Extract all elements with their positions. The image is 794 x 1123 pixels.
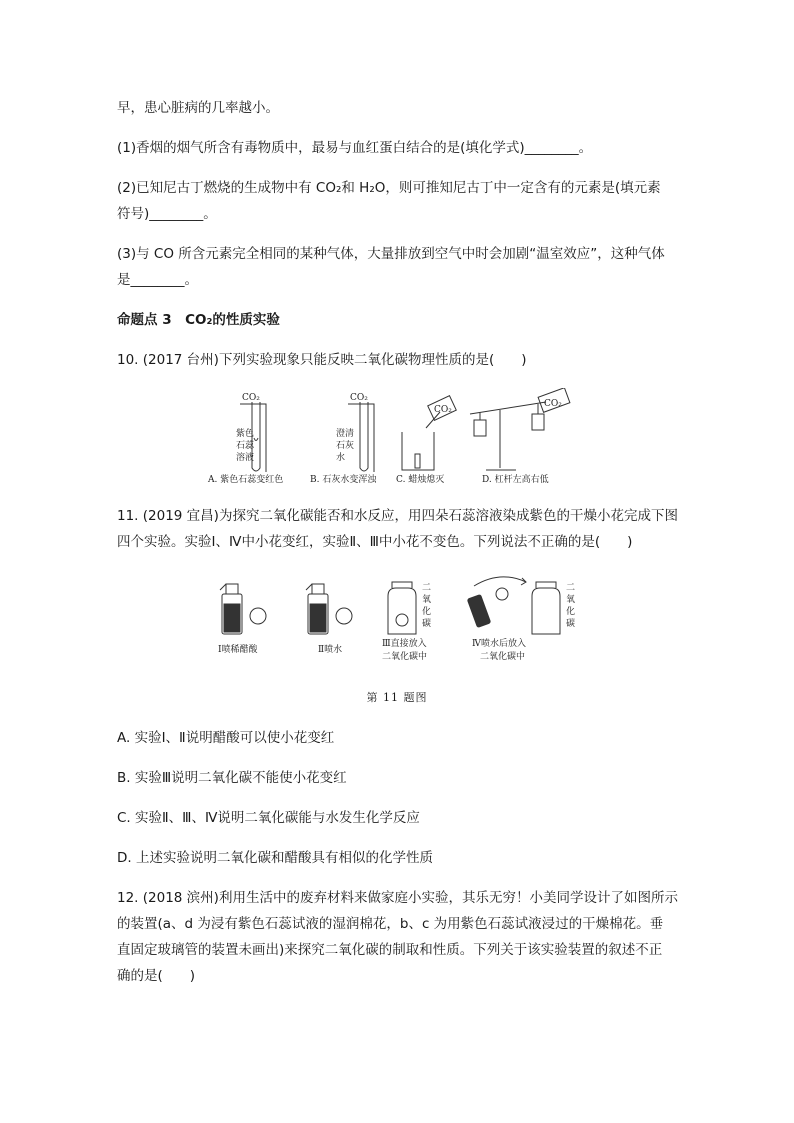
jar-4-text-4: 碳 [566,619,576,629]
text-line: 早，患心脏病的几率越小。 [117,100,279,116]
spray-and-jar-4 [467,577,560,634]
question-9-part-3: (3)与 CO 所含元素完全相同的某种气体，大量排放到空气中时会加剧“温室效应”，这种气体 [117,246,665,262]
question-10-stem: 10. (2017 台州)下列实验现象只能反映二氧化碳物理性质的是( ) [117,352,527,368]
question-9-part-2-cont: 符号)________。 [117,206,217,222]
option-d: D. 上述实验说明二氧化碳和醋酸具有相似的化学性质 [117,850,433,866]
label-iii-b: 二氧化碳中 [382,652,428,662]
jar-3 [388,582,416,634]
label-i: Ⅰ喷稀醋酸 [218,645,258,655]
option-b: B. 实验Ⅲ说明二氧化碳不能使小花变红 [117,770,347,786]
q10-figure [200,388,590,484]
option-c: C. 实验Ⅱ、Ⅲ、Ⅳ说明二氧化碳能与水发生化学反应 [117,810,420,826]
question-12-line-4: 确的是( ) [117,968,196,984]
figure-label-c: C. 蜡烛熄灭 [396,475,445,484]
option-a: A. 实验Ⅰ、Ⅱ说明醋酸可以使小花变红 [117,730,335,746]
figure-label-a: A. 紫色石蕊变红色 [208,475,284,484]
co2-label-a: CO₂ [242,393,260,403]
question-11-stem-2: 四个实验。实验Ⅰ、Ⅳ中小花变红，实验Ⅱ、Ⅲ中小花不变色。下列说法不正确的是( ) [117,534,633,550]
question-12-line-2: 的装置(a、d 为浸有紫色石蕊试液的湿润棉花，b、c 为用紫色石蕊试液浸过的干燥棉花。垂 [117,916,664,932]
flower-1 [250,608,266,624]
tube-a-text-1: 紫色 [236,429,255,439]
jar-3-text-3: 化 [422,607,432,617]
tube-a-text-3: 溶液 [236,453,255,463]
jar-3-text-4: 碳 [422,619,432,629]
figure-label-d: D. 杠杆左高右低 [482,475,549,484]
tube-b-text-3: 水 [336,453,346,463]
question-9-part-3-cont: 是________。 [117,272,198,288]
spray-bottle-1 [220,584,242,634]
spray-bottle-2 [306,584,328,634]
label-iii-a: Ⅲ直接放入 [382,639,427,649]
tube-b-text-1: 澄清 [336,429,355,439]
q11-figure [210,572,595,664]
question-9-part-2: (2)已知尼古丁燃烧的生成物中有 CO₂和 H₂O，则可推知尼古丁中一定含有的元素是(填元素 [117,180,661,196]
figure-caption: 第 11 题图 [366,691,428,704]
question-9-part-1: (1)香烟的烟气所含有毒物质中，最易与血红蛋白结合的是(填化学式)________。 [117,140,593,156]
question-12-line-3: 直固定玻璃管的装置未画出)来探究二氧化碳的制取和性质。下列关于该实验装置的叙述不正 [117,942,663,958]
jar-4-text-1: 二 [566,583,576,593]
jar-3-text-2: 氧 [422,595,432,605]
figure-label-b: B. 石灰水变浑浊 [310,475,377,484]
label-ii: Ⅱ喷水 [318,645,343,655]
question-11-stem-1: 11. (2019 宜昌)为探究二氧化碳能否和水反应，用四朵石蕊溶液染成紫色的干燥小花完成下图 [117,508,678,524]
tube-b-text-2: 石灰 [336,441,355,451]
section-heading: 命题点 3 CO₂的性质实验 [117,312,280,328]
jar-4-text-2: 氧 [566,595,576,605]
jar-3-text-1: 二 [422,583,432,593]
co2-label-d: CO₂ [544,399,562,409]
flower-2 [336,608,352,624]
jar-4-text-3: 化 [566,607,576,617]
co2-label-c: CO₂ [434,405,452,415]
co2-label-b: CO₂ [350,393,368,403]
tube-a-text-2: 石蕊 [236,441,255,451]
question-12-line-1: 12. (2018 滨州)利用生活中的废弃材料来做家庭小实验，其乐无穷！小美同学设计了如图所示 [117,890,678,906]
label-iv-b: 二氧化碳中 [480,652,526,662]
label-iv-a: Ⅳ喷水后放入 [472,639,526,649]
